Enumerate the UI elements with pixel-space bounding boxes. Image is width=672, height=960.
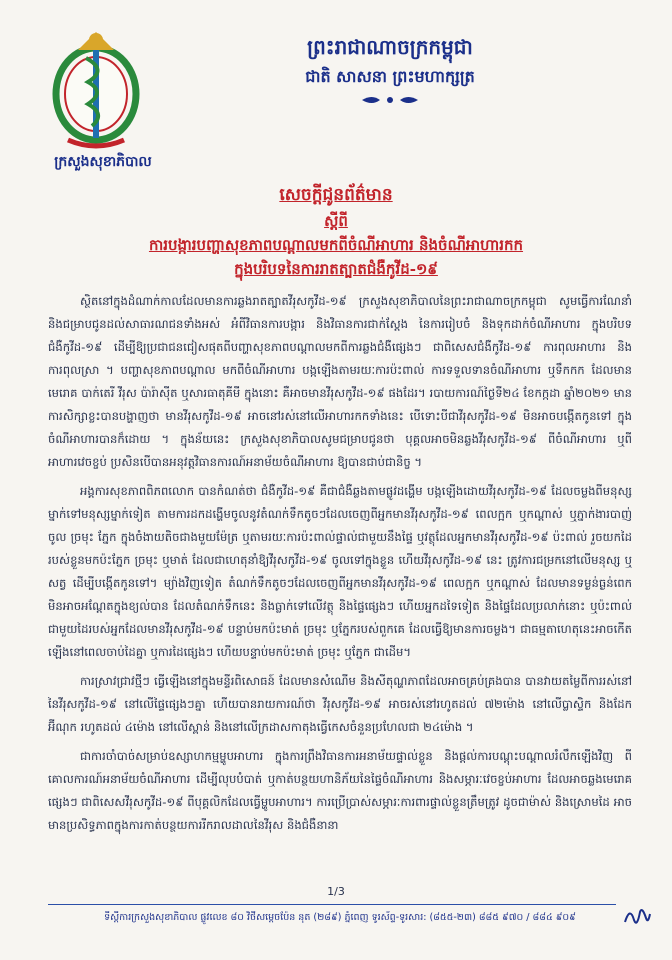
footer-divider (48, 904, 616, 905)
ministry-of-health-emblem-icon (48, 28, 144, 152)
page-number: 1/3 (327, 885, 345, 898)
paragraph: អង្គការសុខភាពពិភពលោក បានកំណត់ថា ជំងឺកូវីដ-១៩ គឺជាជំងឺឆ្លងតាមផ្លូវដង្ហើម បង្កឡើងដោយវីរុសកូវីដ-១៩ ដែលចម្លងពីមនុស្សម្នាក់ទៅមនុស្សម្នាក់ទៀត តាមការដកដង្ហើមចូលនូវតំណក់ទឹកតូចៗដែលចេញពីអ្នកមានវីរុសកូវីដ-១៩ ពេលក្អក ឬកណ្តាស់ ឬភ្នាក់ងារបាញ់ចូល ច្រមុះ ភ្នែក ក្នុងចំងាយតិចជាងមួយម៉ែត្រ ឬតាមរយៈការប៉ះពាល់ផ្ទាល់ជាមួយនឹងផ្ទៃ ឬវត្ថុដែលអ្នកមានវីរុសកូវីដ-១៩ ប៉ះពាល់ រួចយកដៃរបស់ខ្លួនមកប៉ះភ្នែក ច្រមុះ ឬមាត់ ដែលជាហេតុនាំឱ្យវីរុសកូវីដ-១៩ ចូលទៅក្នុងខ្លួន ហើយវីរុសកូវីដ-១៩ នេះ ត្រូវការជម្រកនៅលើមនុស្ស ឬសត្វ ដើម្បីបង្កើតកូនទៅ។ ម្យ៉ាងវិញទៀត តំណក់ទឹកតូចៗដែលចេញពីអ្នកមានវីរុសកូវីដ-១៩ ពេលក្អក ឬកណ្តាស់ ដែលមានទម្ងន់ធ្ងន់ពេក មិនអាចអណ្តែតក្នុងខ្យល់បាន ដែលតំណក់ទឹកនេះ និងធ្លាក់ទៅលើវត្ថុ និងផ្ទៃផ្សេងៗ ហើយអ្នកដទៃទៀត និងផ្ទៃដែលប្រលាក់នោះ ឬប៉ះពាល់ជាមួយដៃរបស់អ្នកដែលមានវីរុសកូវីដ-១៩ បន្ទាប់មកប៉ះមាត់ ច្រមុះ ឬភ្នែករបស់ពួកគេ ដែលធ្វើឱ្យមានការចម្លង។ ជាធម្មតាហេតុនេះអាចកើតឡើងនៅពេលចាប់ដៃគ្នា ឬការដៃផ្សេងៗ ហើយបន្ទាប់មកប៉ះមាត់ ច្រមុះ ឬភ្នែក ជាដើម។ (48, 484, 632, 659)
paragraph: ការស្រាវជ្រាវថ្មីៗ ធ្វើឡើងនៅក្នុងមន្ទីរពិសោធន៍ ដែលមានសំណើម និងសីតុណ្ហភាពដែលអាចគ្រប់គ្រងបាន បានវាយតម្លៃពីការរស់នៅនៃវីរុសកូវីដ-១៩ នៅលើផ្ទៃផ្សេងៗគ្នា ហើយបានរាយការណ៍ថា វីរុសកូវីដ-១៩ អាចរស់នៅរហូតដល់ ៧២ម៉ោង នៅលើប្លាស្ទិក និងដែកអ៊ីណុក រហូតដល់ ៤ម៉ោង នៅលើស្ពាន់ និងនៅលើក្រដាសកាតុងធ្វើកេសចំនួនប្រហែលជា ២៤ម៉ោង ។ (48, 674, 632, 734)
body-text (48, 290, 632, 843)
national-motto: ជាតិ សាសនា ព្រះមហាក្សត្រ (305, 67, 475, 86)
subject-title: ការបង្ការបញ្ហាសុខភាពបណ្តាលមកពីចំណីអាហារ និងចំណីអាហារកក (148, 236, 524, 254)
ministry-label: ក្រសួងសុខាភិបាល (54, 154, 152, 170)
kingdom-title: ព្រះរាជាណាចក្រកម្ពុជា (307, 35, 473, 59)
document-type-title: សេចក្តីជូនព័ត៌មាន (279, 185, 393, 205)
ornament-icon (358, 94, 422, 106)
signature-icon (622, 904, 652, 928)
subject-subtitle: ក្នុងបរិបទនៃការរាតត្បាតជំងឺកូវីដ-១៩ (234, 260, 438, 278)
paragraph: ជាការចាំបាច់សម្រាប់ឧស្សាហកម្មម្ហូបអាហារ ក្នុងការព្រឹងវិធានការអនាម័យផ្ទាល់ខ្លួន និងផ្តល់ការបណ្តុះបណ្តាលរំលឹកឡើងវិញ ពីគោលការណ៍អនាម័យចំណីអាហារ ដើម្បីលុបបំបាត់ ឬកាត់បន្ថយហានិភ័យនៃផ្ទៃចំណីអាហារ និងសម្ភារៈវេចខ្ចប់អាហារ ដែលអាចឆ្លងមេរោគផ្សេងៗ ជាពិសេសវីរុសកូវីដ-១៩ ពីបុគ្គលិកដែលធ្វើម្ហូបអាហារ។ ការប្រើប្រាស់សម្ភារៈការពារផ្ទាល់ខ្លួនត្រឹមត្រូវ ដូចជាម៉ាស់ និងស្រោមដៃ អាចមានប្រសិទ្ធភាពក្នុងការកាត់បន្ថយការរីករាលដាលនៃវីរុស និងជំងឺនានា (48, 749, 632, 832)
footer-address: ទីស្តីការក្រសួងសុខាភិបាល ផ្លូវលេខ ៨០ វិថីសម្តេចប៉ែន នុត (២៨៩) ភ្នំពេញ ទូរស័ព្ទ-ទូរសារ: (៨៥៥-២៣) ៨៨៥ ៩៧០ / ៨៨៤ ៩០៩ (104, 912, 576, 923)
paragraph: ស្ថិតនៅក្នុងដំណាក់កាលដែលមានការឆ្លងរាតត្បាតវីរុសកូវីដ-១៩ ក្រសួងសុខាភិបាលនៃព្រះរាជាណាចក្រកម្ពុជា សូមធ្វើការណែនាំ និងជម្រាបជូនដល់សាធារណជនទាំងអស់ អំពីវិធានការបង្ការ និងវិធានការជាក់ស្តែង នៃការរៀបចំ និងទុកដាក់ចំណីអាហារ ក្នុងបរិបទជំងឺកូវីដ-១៩ ដើម្បីឱ្យប្រជាជនជៀសផុតពីបញ្ហាសុខភាពបណ្តាលមកពីការឆ្លងជំងឺផ្សេងៗ ជាពិសេសជំងឺកូវីដ-១៩ ការពុលអាហារ និងការពុលស្រា ។ បញ្ហាសុខភាពបណ្តាល មកពីចំណីអាហារ បង្កឡើងតាមរយៈការប៉ះពាល់ ការទទួលទានចំណីអាហារ ឬទឹកកក ដែលមានមេរោគ បាក់តេរី វីរុស ប៉ារ៉ាស៊ីត ឬសារធាតុគីមី ក្នុងនោះ គឺអាចមានវីរុសកូវីដ-១៩ ផងដែរ។ របាយការណ៍ថ្ងៃទី២៤ ខែកក្កដា ឆ្នាំ២០២១ មានការសិក្សាខ្លះបានបង្ហាញថា មានវីរុសកូវីដ-១៩ អាចនៅរស់នៅលើអាហារកកទាំងនេះ បើទោះបីជាវីរុសកូវីដ-១៩ មិនអាចបង្កើតកូនទៅ ក្នុងចំណីអាហារបានក៏ដោយ ។ ក្នុងន័យនេះ ក្រសួងសុខាភិបាលសូមជម្រាបជូនថា បុគ្គលអាចមិនឆ្លងវីរុសកូវីដ-១៩ ពីចំណីអាហារ ឬពីអាហារវេចខ្ចប់ ប្រសិនបើបានអនុវត្តវិធានការណ៍អនាម័យចំណីអាហារ ឱ្យបានជាប់ជានិច្ច ។ (48, 294, 632, 469)
subject-label: ស្តីពី (324, 212, 348, 230)
